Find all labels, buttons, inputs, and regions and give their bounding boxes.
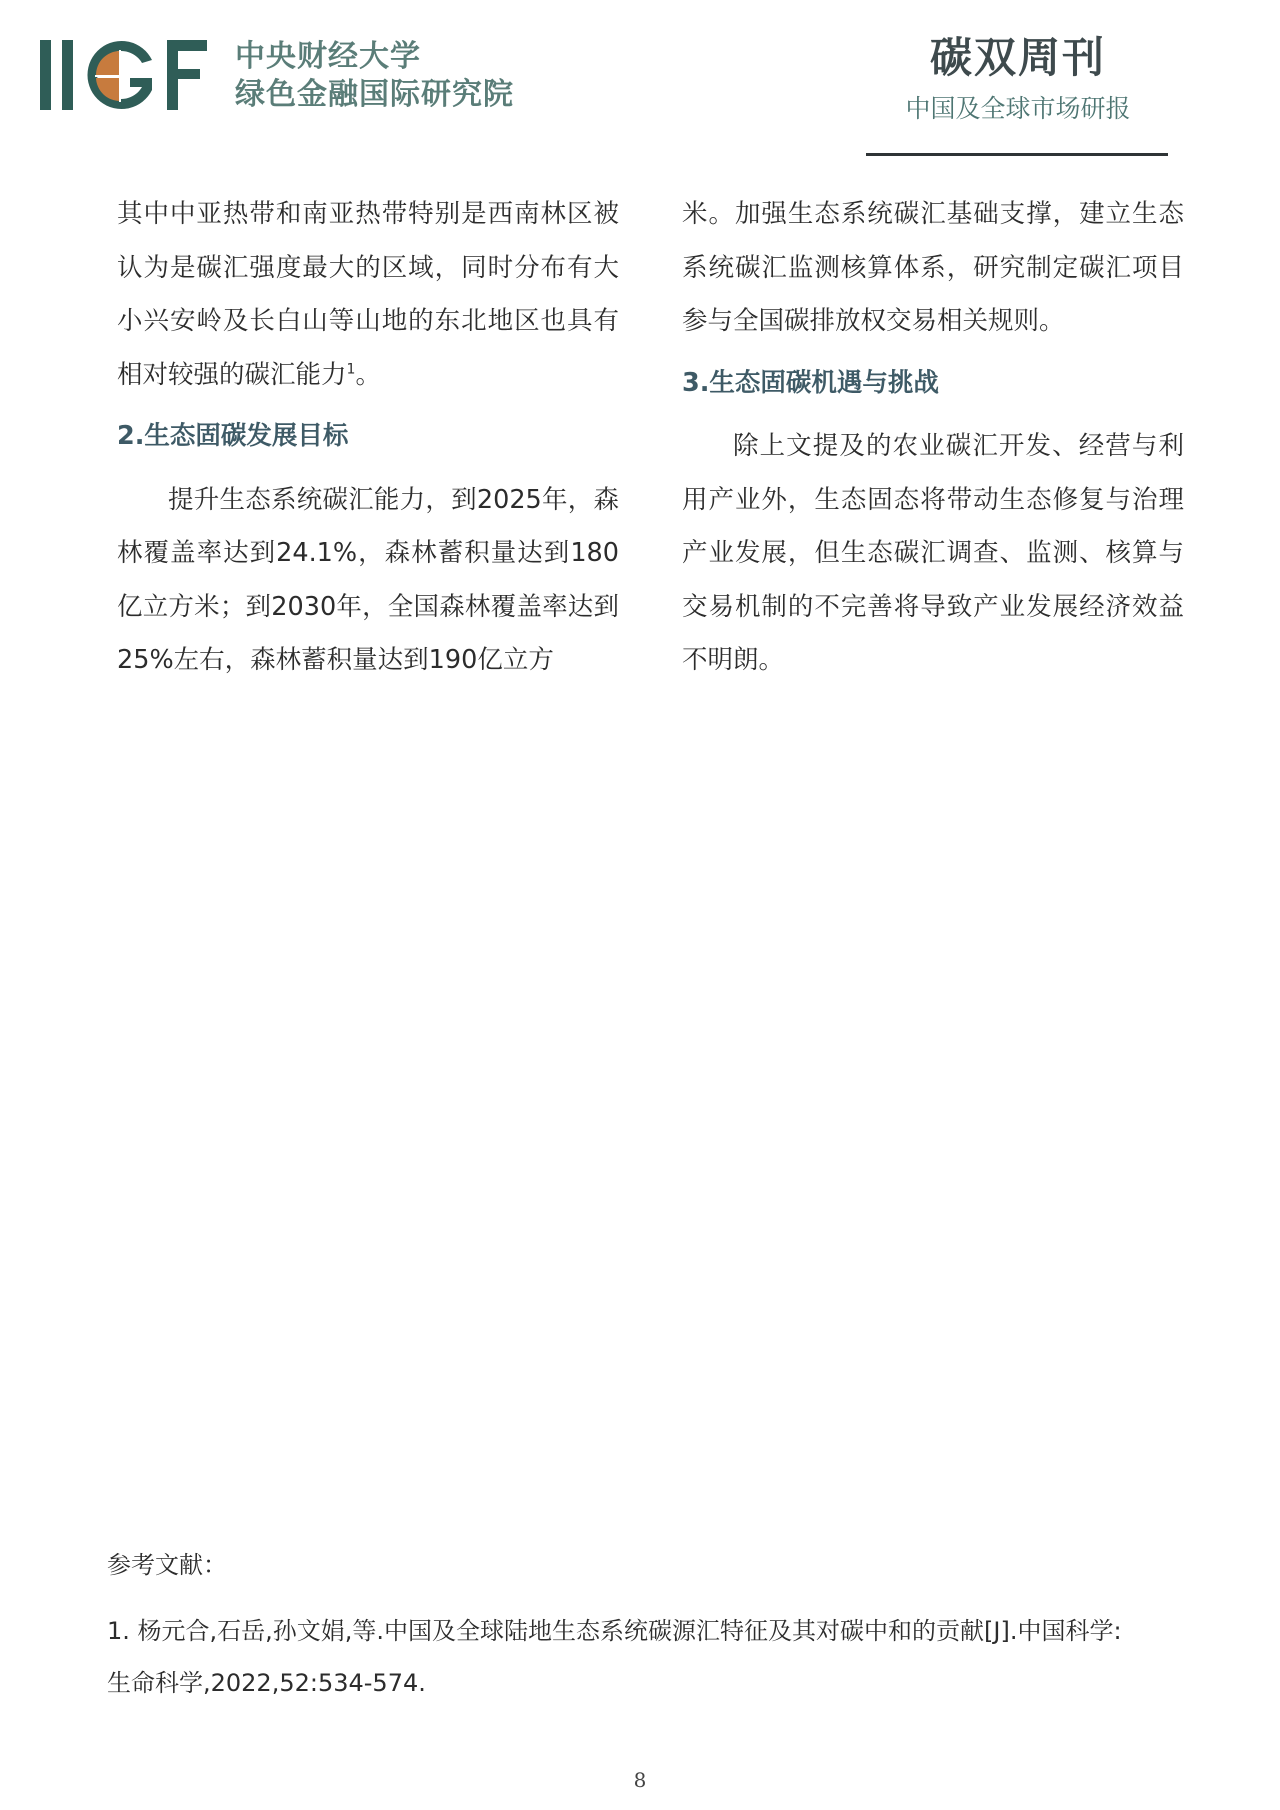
section-heading-3: 3.生态固碳机遇与挑战 bbox=[682, 367, 939, 398]
institute-logo bbox=[40, 38, 560, 118]
right-paragraph-2: 除上文提及的农业碳汇开发、经营与利用产业外，生态固态将带动生态修复与治理产业发展，但生态碳汇调查、监测、核算与交易机制的不完善将导致产业发展经济效益不明朗。 bbox=[682, 431, 1184, 675]
header-divider bbox=[866, 153, 1168, 156]
references-heading: 参考文献： bbox=[107, 1551, 227, 1579]
footnote-ref[interactable]: 1 bbox=[346, 361, 356, 377]
reference-1-line-2: 生命科学,2022,52:534-574. bbox=[107, 1669, 426, 1697]
right-paragraph-1: 米。加强生态系统碳汇基础支撑，建立生态系统碳汇监测核算体系，研究制定碳汇项目参与全国碳排放权交易相关规则。 bbox=[682, 199, 1184, 336]
institute-name bbox=[235, 38, 514, 114]
left-paragraph-1 bbox=[117, 188, 619, 402]
journal-subtitle: 中国及全球市场研报 bbox=[905, 94, 1131, 123]
section-heading-2: 2.生态固碳发展目标 bbox=[117, 421, 349, 451]
institute-name-line2: 绿色金融国际研究院 bbox=[235, 77, 514, 112]
right-column bbox=[682, 188, 1184, 688]
journal-title: 碳双周刊 bbox=[929, 33, 1106, 82]
journal-masthead bbox=[868, 32, 1168, 126]
page-number: 8 bbox=[633, 1768, 647, 1792]
left-column bbox=[117, 188, 619, 688]
left-paragraph-2: 提升生态系统碳汇能力，到2025年，森林覆盖率达到24.1%，森林蓄积量达到180亿立方米；到2030年，全国森林覆盖率达到25%左右，森林蓄积量达到190亿立方 bbox=[117, 484, 619, 675]
institute-name-line1: 中央财经大学 bbox=[235, 39, 421, 74]
reference-1-line-1: 1. 杨元合,石岳,孙文娟,等.中国及全球陆地生态系统碳源汇特征及其对碳中和的贡献[J].中国科学: bbox=[107, 1617, 1122, 1645]
iigf-logo-mark bbox=[40, 38, 215, 113]
left-paragraph-1-end: 。 bbox=[355, 359, 381, 390]
left-paragraph-1-text: 其中中亚热带和南亚热带特别是西南林区被认为是碳汇强度最大的区域，同时分布有大小兴安岭及长白山等山地的东北地区也具有相对较强的碳汇能力 bbox=[117, 199, 619, 390]
references bbox=[107, 1539, 1197, 1709]
